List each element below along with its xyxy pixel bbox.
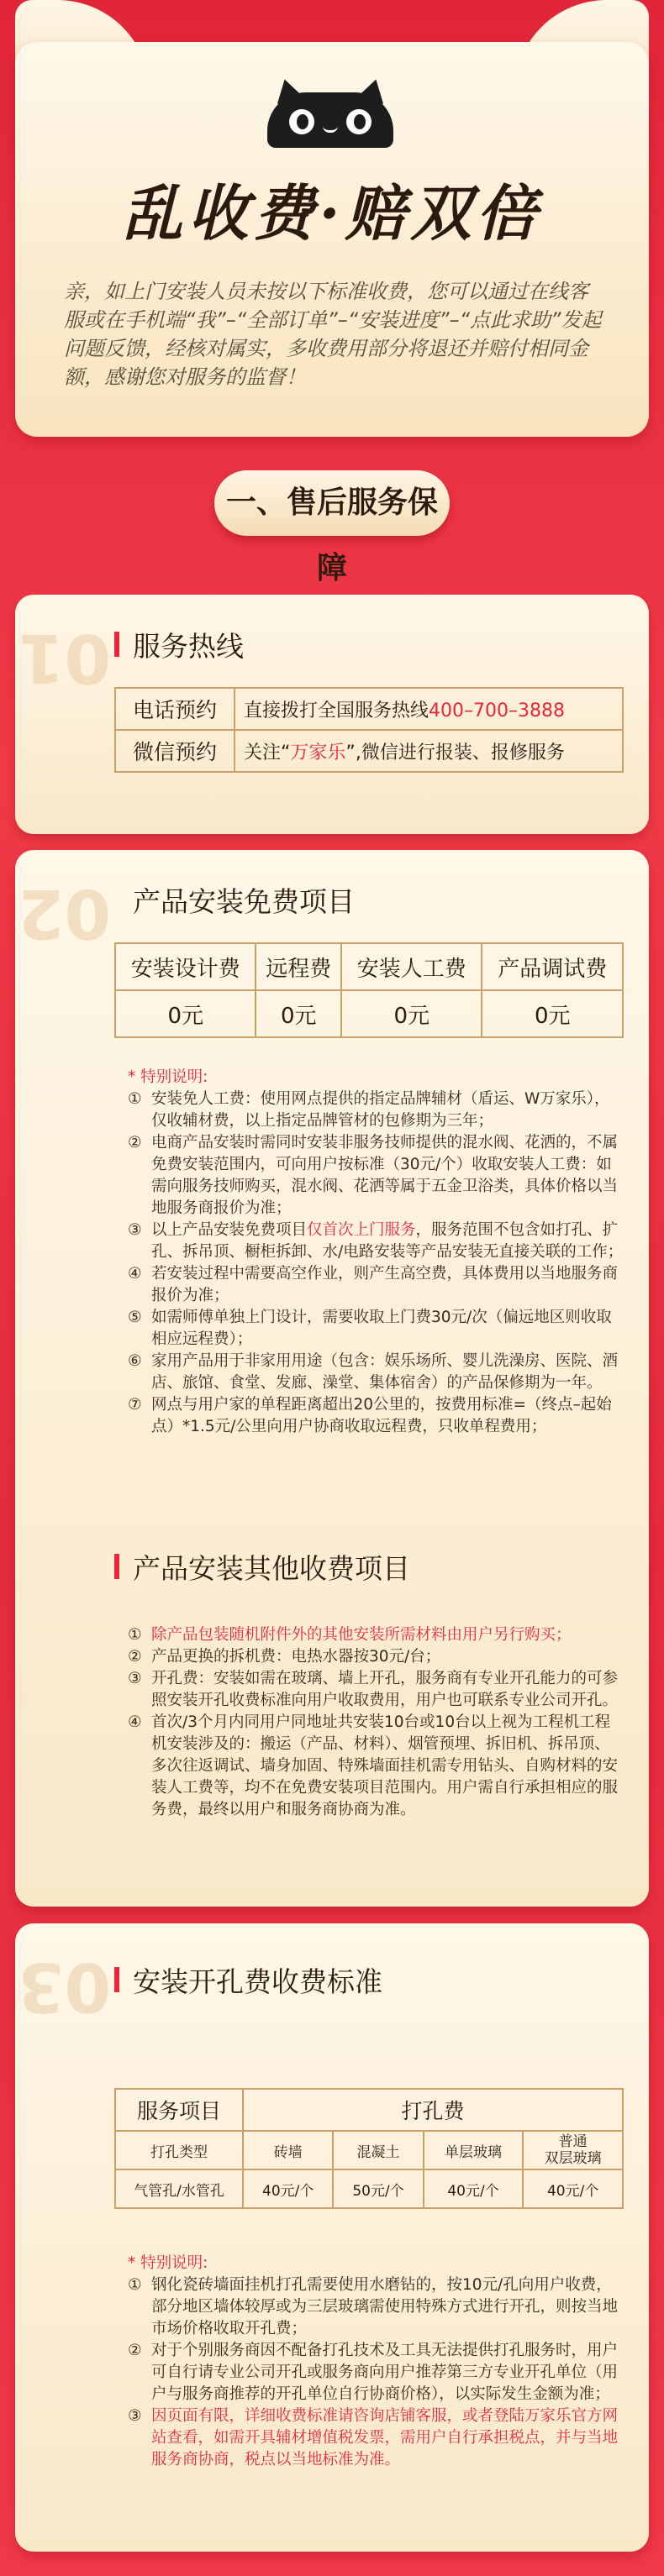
list-item: ② 电商产品安装时需同时安装非服务技师提供的混水阀、花洒的，不属免费安装范围内，可向用户按标准（30元/个）收取安装人工费：如需向服务技师购买，混水阀、花洒等属于五金卫浴类，具体价格以当地服务商报价为准； — [128, 1134, 619, 1217]
notes-label: * 特别说明: — [128, 2254, 208, 2272]
table-row — [115, 730, 623, 772]
free-items-title: 产品安装免费项目 — [133, 885, 355, 918]
phone-label: 电话预约 — [115, 688, 235, 730]
list-item: ① 钢化瓷砖墙面挂机打孔需要使用水磨钻的，按10元/孔向用户收费，部分地区墙体较厚或为三层玻璃需使用特殊方式进行开孔，则按当地市场价格收取开孔费； — [128, 2276, 619, 2337]
list-item: ③ 以上产品安装免费项目仅首次上门服务，服务范围不包含如打孔、扩孔、拆吊顶、橱柜拆卸、水/电路安装等产品安装无直接关联的工作； — [128, 1221, 624, 1261]
wechat-value: 关注“万家乐”,微信进行报装、报修服务 — [235, 730, 623, 772]
table-header-row — [115, 943, 623, 990]
header-hole-fee: 打孔费 — [243, 2089, 623, 2131]
header-debug-fee: 产品调试费 — [482, 943, 623, 990]
table-row — [115, 990, 623, 1037]
notes-label: * 特别说明: — [128, 1068, 208, 1086]
hole-fee-title: 安装开孔费收费标准 — [114, 1960, 382, 2000]
hole-fee-table — [114, 2088, 624, 2209]
subheader-double-glass: 普通 双层玻璃 — [523, 2131, 623, 2169]
list-item: ④ 若安装过程中需要高空作业，则产生高空费，具体费用以当地服务商报价为准； — [128, 1265, 619, 1304]
hotline-card — [15, 595, 649, 834]
table-row — [115, 2169, 623, 2208]
free-items-notes — [128, 1067, 624, 1438]
list-item: ① 除产品包装随机附件外的其他安装所需材料由用户另行购买； — [128, 1626, 572, 1644]
subheader-brick: 砖墙 — [243, 2131, 333, 2169]
list-item: ② 产品更换的拆机费：电热水器按30元/台； — [128, 1648, 441, 1666]
hotline-title: 服务热线 — [114, 625, 244, 664]
subheader-type: 打孔类型 — [115, 2131, 243, 2169]
hole-fee-card — [15, 1923, 649, 2552]
header-design-fee: 安装设计费 — [115, 943, 256, 990]
page-title: 乱收费·赔双倍 — [122, 177, 542, 249]
hole-fee-notes — [128, 2253, 624, 2471]
hotline-table — [114, 687, 624, 773]
wechat-label: 微信预约 — [115, 730, 235, 772]
table-header-row — [115, 2089, 623, 2131]
section-one-title: 一、售后服务保障 — [214, 470, 450, 536]
row-type: 气管孔/水管孔 — [115, 2169, 243, 2208]
section-number: 01 — [17, 619, 112, 698]
phone-value: 直接拨打全国服务热线400–700–3888 — [235, 688, 623, 730]
value-debug-fee: 0元 — [482, 990, 623, 1037]
free-items-card — [15, 850, 649, 1907]
list-item: ⑦ 网点与用户家的单程距离超出20公里的，按费用标准=（终点–起始点）*1.5元/公里向用户协商收取远程费，只收单程费用； — [128, 1396, 612, 1435]
list-item: ③ 因页面有限，详细收费标准请咨询店铺客服，或者登陆万家乐官方网站查看，如需开具辅材增值税发票，需用户自行承担税点，并与当地服务商协商，税点以当地标准为准。 — [128, 2407, 619, 2468]
table-row — [115, 688, 623, 730]
subheader-single-glass: 单层玻璃 — [424, 2131, 524, 2169]
other-fees-notes — [128, 1624, 624, 1821]
subheader-concrete: 混凝土 — [333, 2131, 423, 2169]
row-double-glass: 40元/个 — [523, 2169, 623, 2208]
header-service-item: 服务项目 — [115, 2089, 243, 2131]
value-design-fee: 0元 — [115, 990, 256, 1037]
header-labor-fee: 安装人工费 — [341, 943, 482, 990]
row-concrete: 50元/个 — [333, 2169, 423, 2208]
section-number: 02 — [17, 874, 112, 953]
intro-text: 亲，如上门安装人员未按以下标准收费，您可以通过在线客服或在手机端“我”–“全部订单”–“安装进度”–“点此求助”发起问题反馈，经核对属实，多收费用部分将退还并赔付相同金额，感谢您对服务的监督！ — [64, 280, 602, 389]
list-item: ③ 开孔费：安装如需在玻璃、墙上开孔，服务商有专业开孔能力的可参照安装开孔收费标准向用户收取费用，用户也可联系专业公司开孔。 — [128, 1670, 619, 1709]
row-brick: 40元/个 — [243, 2169, 333, 2208]
section-number: 03 — [17, 1948, 112, 2027]
header-remote-fee: 远程费 — [256, 943, 341, 990]
row-single-glass: 40元/个 — [424, 2169, 524, 2208]
list-item: ⑥ 家用产品用于非家用用途（包含：娱乐场所、婴儿洗澡房、医院、酒店、旅馆、食堂、发廊、澡堂、集体宿舍）的产品保修期为一年。 — [128, 1352, 619, 1392]
value-labor-fee: 0元 — [341, 990, 482, 1037]
value-remote-fee: 0元 — [256, 990, 341, 1037]
list-item: ① 安装免人工费：使用网点提供的指定品牌辅材（盾运、W万家乐），仅收辅材费，以上指定品牌管材的包修期为三年； — [128, 1090, 610, 1130]
list-item: ④ 首次/3个月内同用户同地址共安装10台或10台以上视为工程机工程机安装涉及的：搬运（产品、材料）、烟管预埋、拆旧机、拆吊顶、多次往返调试、墙身加固、特殊墙面挂机需专用钻头、自购材料的安装人工费等，均不在免费安装项目范围内。用户需自行承担相应的服务费，最终以用户和服务商协商为准。 — [128, 1713, 619, 1818]
tmall-cat-icon — [267, 92, 393, 148]
brand-name: 万家乐 — [290, 742, 346, 763]
list-item: ⑤ 如需师傅单独上门设计，需要收取上门费30元/次（偏远地区则收取相应远程费）； — [128, 1309, 612, 1348]
hotline-number[interactable]: 400–700–3888 — [429, 700, 565, 721]
list-item: ② 对于个别服务商因不配备打孔技术及工具无法提供打孔服务时，用户可自行请专业公司开孔或服务商向用户推荐第三方专业开孔单位（用户与服务商推荐的开孔单位自行协商价格），以实际发生金额为准； — [128, 2342, 619, 2403]
other-fees-title: 产品安装其他收费项目 — [114, 1547, 410, 1587]
free-items-table — [114, 942, 624, 1038]
table-subheader-row — [115, 2131, 623, 2169]
